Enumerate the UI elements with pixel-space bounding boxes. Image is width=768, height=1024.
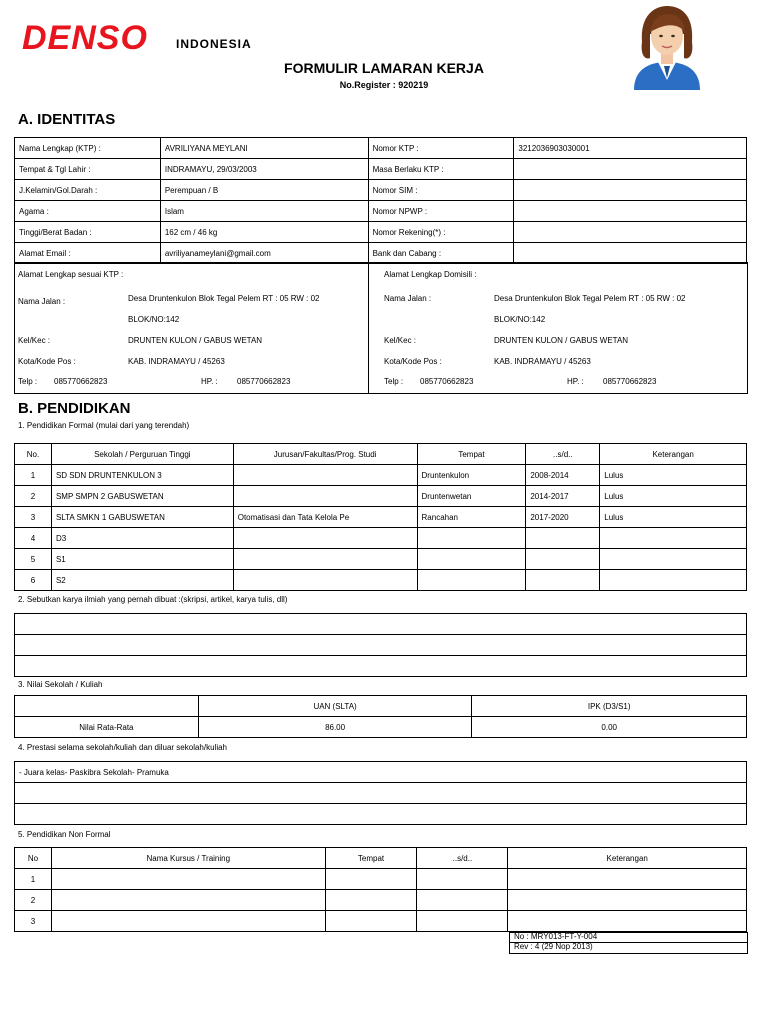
cell — [15, 656, 747, 677]
cell — [417, 911, 508, 932]
ktp-kota-value: KAB. INDRAMAYU / 45263 — [128, 357, 225, 366]
cell: S2 — [51, 570, 233, 591]
column-header: Jurusan/Fakultas/Prog. Studi — [233, 444, 417, 465]
table-row — [15, 528, 747, 549]
cell — [325, 911, 417, 932]
cell — [417, 869, 508, 890]
cell — [526, 528, 600, 549]
column-header: Tempat — [417, 444, 526, 465]
table-row — [15, 614, 747, 635]
table-row — [15, 549, 747, 570]
column-header: IPK (D3/S1) — [472, 696, 747, 717]
cell: 5 — [15, 549, 52, 570]
ktp-jalan-value-2: BLOK/NO:142 — [128, 315, 180, 324]
label: Nomor KTP : — [368, 138, 514, 159]
cell: 86.00 — [198, 717, 472, 738]
cell: Druntenkulon — [417, 465, 526, 486]
nilai-table — [14, 695, 747, 738]
identitas-row — [15, 201, 747, 222]
identitas-row — [15, 159, 747, 180]
cell: SMP SMPN 2 GABUSWETAN — [51, 486, 233, 507]
label: Alamat Email : — [15, 243, 161, 264]
label: Nomor Rekening(*) : — [368, 222, 514, 243]
cell — [508, 911, 747, 932]
address-block — [14, 262, 748, 394]
column-header: Nama Kursus / Training — [51, 848, 325, 869]
column-header: ..s/d.. — [417, 848, 508, 869]
cell: Otomatisasi dan Tata Kelola Pe — [233, 507, 417, 528]
cell — [526, 570, 600, 591]
column-header: Keterangan — [600, 444, 747, 465]
cell: Lulus — [600, 486, 747, 507]
table-header-row — [15, 696, 747, 717]
cell — [417, 570, 526, 591]
value: 162 cm / 46 kg — [160, 222, 368, 243]
karya-title: 2. Sebutkan karya ilmiah yang pernah dibuat :(skripsi, artikel, karya tulis, dll) — [18, 595, 288, 604]
domisili-jalan-label: Nama Jalan : — [384, 294, 432, 303]
table-row — [15, 656, 747, 677]
cell: 2 — [15, 890, 52, 911]
section-identitas-heading: A. IDENTITAS — [18, 111, 116, 128]
ktp-jalan-label: Nama Jalan : — [18, 297, 66, 306]
table-row — [15, 869, 747, 890]
domisili-hp-label: HP. : — [567, 377, 584, 386]
cell — [51, 869, 325, 890]
prestasi-table — [14, 761, 747, 825]
value: AVRILIYANA MEYLANI — [160, 138, 368, 159]
column-header: ..s/d.. — [526, 444, 600, 465]
cell: 3 — [15, 507, 52, 528]
cell — [51, 890, 325, 911]
identitas-row — [15, 180, 747, 201]
cell — [417, 549, 526, 570]
prestasi-title: 4. Prestasi selama sekolah/kuliah dan diluar sekolah/kuliah — [18, 743, 228, 752]
cell: 2014-2017 — [526, 486, 600, 507]
table-row — [15, 890, 747, 911]
domisili-address-heading: Alamat Lengkap Domisili : — [384, 270, 477, 279]
cell — [600, 570, 747, 591]
cell — [600, 528, 747, 549]
ktp-telp-value: 085770662823 — [54, 377, 108, 386]
cell: 1 — [15, 869, 52, 890]
label: Nomor SIM : — [368, 180, 514, 201]
cell: SLTA SMKN 1 GABUSWETAN — [51, 507, 233, 528]
cell — [508, 869, 747, 890]
column-header — [15, 696, 199, 717]
doc-number: No : MRY013-FT-Y-004 — [514, 932, 598, 941]
domisili-jalan-value-2: BLOK/NO:142 — [494, 315, 546, 324]
domisili-kel-label: Kel/Kec : — [384, 336, 417, 345]
cell — [325, 890, 417, 911]
label: Nama Lengkap (KTP) : — [15, 138, 161, 159]
cell — [233, 549, 417, 570]
label: Agama : — [15, 201, 161, 222]
table-row — [15, 570, 747, 591]
label: J.Kelamin/Gol.Darah : — [15, 180, 161, 201]
cell — [417, 890, 508, 911]
ktp-hp-value: 085770662823 — [237, 377, 291, 386]
cell: 6 — [15, 570, 52, 591]
label: Masa Berlaku KTP : — [368, 159, 514, 180]
cell — [15, 635, 747, 656]
cell: 0.00 — [472, 717, 747, 738]
register-number: No.Register : 920219 — [339, 80, 429, 90]
domisili-telp-value: 085770662823 — [420, 377, 474, 386]
column-header: No — [15, 848, 52, 869]
cell: SD SDN DRUNTENKULON 3 — [51, 465, 233, 486]
table-row — [15, 717, 747, 738]
cell: - Juara kelas- Paskibra Sekolah- Pramuka — [15, 762, 747, 783]
value: Perempuan / B — [160, 180, 368, 201]
denso-logo: DENSO — [22, 19, 148, 57]
domisili-kota-value: KAB. INDRAMAYU / 45263 — [494, 357, 591, 366]
table-row — [15, 762, 747, 783]
ktp-jalan-value: Desa Druntenkulon Blok Tegal Pelem RT : 05 RW : 02 — [128, 294, 320, 303]
address-divider — [368, 262, 369, 393]
cell: 1 — [15, 465, 52, 486]
cell: Rancahan — [417, 507, 526, 528]
label: Nomor NPWP : — [368, 201, 514, 222]
cell: Druntenwetan — [417, 486, 526, 507]
nilai-title: 3. Nilai Sekolah / Kuliah — [18, 680, 103, 689]
table-header-row — [15, 848, 747, 869]
cell: Lulus — [600, 465, 747, 486]
ktp-telp-label: Telp : — [18, 377, 38, 386]
domisili-kel-value: DRUNTEN KULON / GABUS WETAN — [494, 336, 629, 345]
value: avriliyanameylani@gmail.com — [160, 243, 368, 264]
column-header: Keterangan — [508, 848, 747, 869]
cell: S1 — [51, 549, 233, 570]
ktp-kel-label: Kel/Kec : — [18, 336, 51, 345]
cell — [15, 804, 747, 825]
identitas-row — [15, 243, 747, 264]
cell — [233, 486, 417, 507]
ktp-kota-label: Kota/Kode Pos : — [18, 357, 76, 366]
domisili-telp-label: Telp : — [384, 377, 404, 386]
cell — [325, 869, 417, 890]
cell: 2008-2014 — [526, 465, 600, 486]
ktp-hp-label: HP. : — [201, 377, 218, 386]
cell — [233, 570, 417, 591]
cell: 3 — [15, 911, 52, 932]
cell: 2017-2020 — [526, 507, 600, 528]
table-row — [15, 635, 747, 656]
value: Islam — [160, 201, 368, 222]
cell — [417, 528, 526, 549]
value — [514, 201, 747, 222]
cell — [15, 783, 747, 804]
cell: D3 — [51, 528, 233, 549]
cell — [51, 911, 325, 932]
identitas-row — [15, 138, 747, 159]
nonformal-table — [14, 847, 747, 932]
form-title: FORMULIR LAMARAN KERJA — [284, 60, 484, 76]
cell: Nilai Rata-Rata — [15, 717, 199, 738]
label: Tempat & Tgl Lahir : — [15, 159, 161, 180]
cell: 2 — [15, 486, 52, 507]
value — [514, 243, 747, 264]
domisili-hp-value: 085770662823 — [603, 377, 657, 386]
column-header: Sekolah / Perguruan Tinggi — [51, 444, 233, 465]
value — [514, 222, 747, 243]
cell — [508, 890, 747, 911]
doc-revision: Rev : 4 (29 Nop 2013) — [514, 942, 593, 951]
table-row — [15, 911, 747, 932]
ktp-kel-value: DRUNTEN KULON / GABUS WETAN — [128, 336, 263, 345]
applicant-avatar-icon — [628, 4, 706, 90]
cell: Lulus — [600, 507, 747, 528]
ktp-address-heading: Alamat Lengkap sesuai KTP : — [18, 270, 124, 279]
value — [514, 159, 747, 180]
table-row — [15, 465, 747, 486]
nonformal-title: 5. Pendidikan Non Formal — [18, 830, 111, 839]
value — [514, 180, 747, 201]
label: Bank dan Cabang : — [368, 243, 514, 264]
cell: 4 — [15, 528, 52, 549]
formal-title: 1. Pendidikan Formal (mulai dari yang terendah) — [18, 421, 190, 430]
domisili-kota-label: Kota/Kode Pos : — [384, 357, 442, 366]
label: Tinggi/Berat Badan : — [15, 222, 161, 243]
domisili-jalan-value: Desa Druntenkulon Blok Tegal Pelem RT : 05 RW : 02 — [494, 294, 686, 303]
table-row — [15, 486, 747, 507]
table-row — [15, 783, 747, 804]
table-header-row — [15, 444, 747, 465]
cell — [233, 465, 417, 486]
logo-subtitle: INDONESIA — [176, 37, 252, 51]
table-row — [15, 507, 747, 528]
formal-education-table — [14, 443, 747, 591]
section-pendidikan-heading: B. PENDIDIKAN — [18, 400, 131, 417]
value: 3212036903030001 — [514, 138, 747, 159]
cell — [600, 549, 747, 570]
column-header: No. — [15, 444, 52, 465]
identitas-row — [15, 222, 747, 243]
column-header: Tempat — [325, 848, 417, 869]
cell — [526, 549, 600, 570]
cell — [15, 614, 747, 635]
table-row — [15, 804, 747, 825]
value: INDRAMAYU, 29/03/2003 — [160, 159, 368, 180]
identitas-table — [14, 137, 747, 264]
cell — [233, 528, 417, 549]
karya-table — [14, 613, 747, 677]
column-header: UAN (SLTA) — [198, 696, 472, 717]
